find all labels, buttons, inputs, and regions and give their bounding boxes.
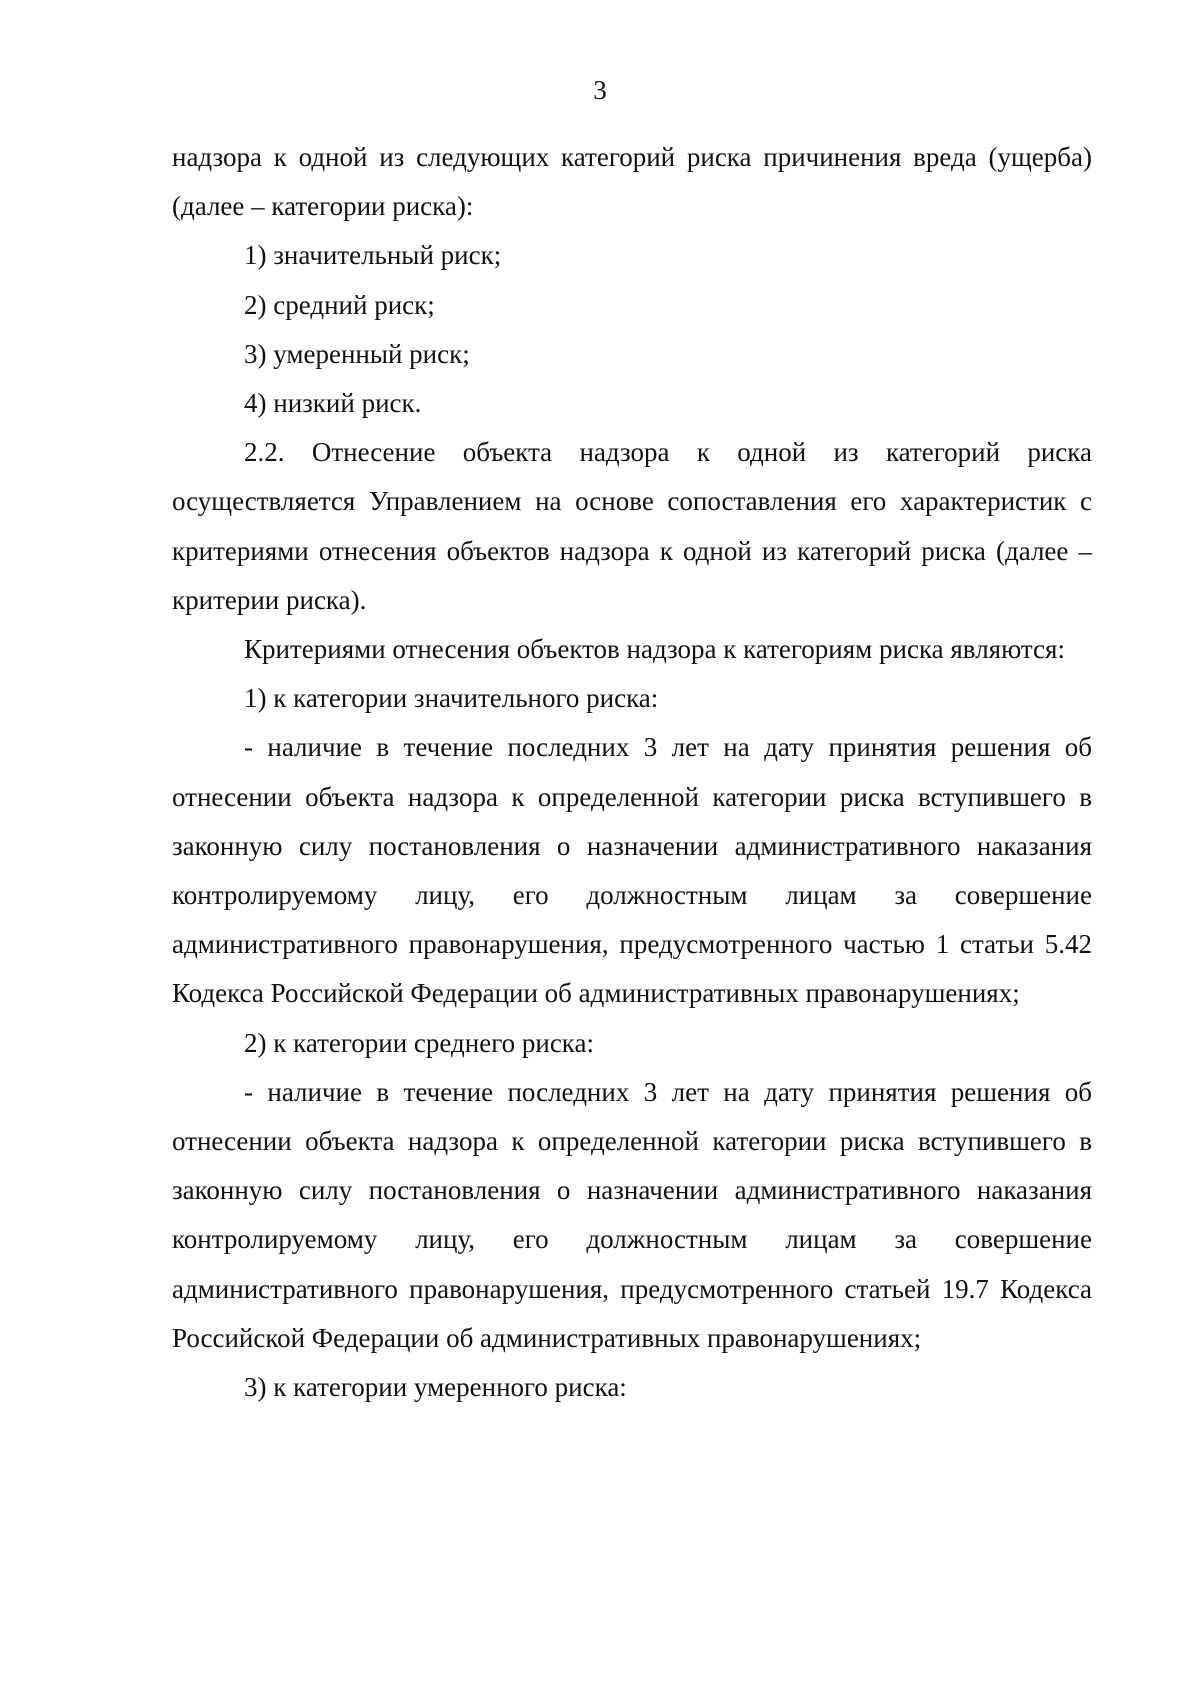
document-body xyxy=(172,133,1092,1412)
heading-moderate-risk-criteria: 3) к категории умеренного риска: xyxy=(244,1372,627,1403)
list-item-medium-risk: 2) средний риск; xyxy=(244,289,435,320)
heading-significant-risk-criteria: 1) к категории значительного риска: xyxy=(244,683,659,714)
heading-medium-risk-criteria: 2) к категории среднего риска: xyxy=(244,1027,594,1058)
paragraph-category-intro: надзора к одной из следующих категорий риска причинения вреда (ущерба) (далее – категории риска): xyxy=(172,142,1092,222)
paragraph-section-2-2: 2.2. Отнесение объекта надзора к одной из категорий риска осуществляется Управлением на основе сопоставления его характеристик с критериями отнесения объектов надзора к одной из категорий риска (далее – критерии риска). xyxy=(172,437,1092,615)
list-item-significant-risk: 1) значительный риск; xyxy=(244,240,502,271)
paragraph-criteria-intro: Критериями отнесения объектов надзора к категориям риска являются: xyxy=(244,634,1065,665)
list-item-low-risk: 4) низкий риск. xyxy=(244,388,422,419)
criterion-significant-risk: - наличие в течение последних 3 лет на дату принятия решения об отнесении объекта надзора к определенной категории риска вступившего в законную силу постановления о назначении административного наказания контролируемому лицу, его должностным лицам за совершение административного правонарушения, предусмотренного частью 1 статьи 5.42 Кодекса Российской Федерации об административных правонарушениях; xyxy=(172,732,1092,1009)
list-item-moderate-risk: 3) умеренный риск; xyxy=(244,338,470,369)
page-number: 3 xyxy=(593,75,607,105)
criterion-medium-risk: - наличие в течение последних 3 лет на дату принятия решения об отнесении объекта надзора к определенной категории риска вступившего в законную силу постановления о назначении административного наказания контролируемому лицу, его должностным лицам за совершение административного правонарушения, предусмотренного статьей 19.7 Кодекса Российской Федерации об административных правонарушениях; xyxy=(172,1076,1092,1353)
